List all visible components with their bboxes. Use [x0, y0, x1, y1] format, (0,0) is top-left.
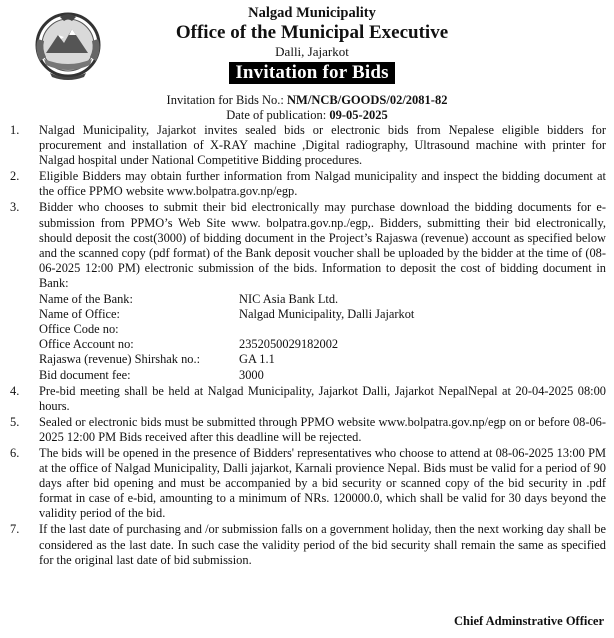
bid-clauses	[10, 123, 606, 569]
office-name: Office of the Municipal Executive	[175, 22, 449, 43]
signatory-title: Chief Adminstrative Officer	[454, 614, 604, 628]
bank-row: Name of the Bank: NIC Asia Bank Ltd.	[39, 292, 339, 307]
bank-row: Bid document fee: 3000	[39, 367, 264, 382]
clause-7: 7. If the last date of purchasing and /or submission falls on a government holiday, then the next working day shall be considered as the last date. In such case the validity period of the bid security shall remain the same as specified for the original last date of bid submission.	[10, 522, 606, 567]
notice-meta	[0, 93, 614, 123]
bank-row: Rajaswa (revenue) Shirshak no.: GA 1.1	[39, 352, 275, 367]
municipality-name: Nalgad Municipality	[248, 5, 376, 21]
ifb-number-line: Invitation for Bids No.: NM/NCB/GOODS/02/2081-82	[166, 93, 448, 107]
bank-row: Office Code no:	[39, 322, 119, 337]
bank-row: Name of Office: Nalgad Municipality, Dalli Jajarkot	[39, 307, 415, 322]
clause-3: 3. Bidder who chooses to submit their bid electronically may purchase download the bidding documents for e-submission from PPMO’s Web Site www. bolpatra.gov.np./egp,. Bidders, submitting their bid electronically, should deposit the cost(3000) of bidding document in the Project’s Rajaswa (revenue) account as specified below and the scanned copy (pdf format) of the Bank deposit voucher shall be uploaded by the bidder at the time of (08-06-2025 12:00 PM) electronic submission of the bids. Information to deposit the cost of bidding document in Bank: Name of the Bank: NIC Asia Bank Ltd. Name of Office: Nalgad Municipality, Dalli Jajarkot Office Code no: Office Account no: 2352050029182002 Rajaswa (revenue) Shirshak no.: GA 1.1 Bid document fee: 3000	[10, 200, 606, 382]
bank-details	[39, 292, 606, 383]
ifb-number: NM/NCB/GOODS/02/2081-82	[287, 93, 448, 107]
clause-2: 2. Eligible Bidders may obtain further information from Nalgad municipality and inspect the bidding document at the office PPMO website www.bolpatra.gov.np/egp.	[10, 169, 606, 199]
notice-title-banner: Invitation for Bids	[229, 62, 394, 84]
office-location: Dalli, Jajarkot	[275, 44, 349, 59]
publication-date: 09-05-2025	[329, 108, 388, 122]
letterhead	[0, 4, 614, 84]
clause-1: 1. Nalgad Municipality, Jajarkot invites sealed bids or electronic bids from Nepalese eligible bidders for procurement and installation of X-RAY machine ,Digital radiography, Ultrasound machine with printer for Nalgad hospital under National Competitive Bidding procedures.	[10, 123, 606, 168]
clause-4: 4. Pre-bid meeting shall be held at Nalgad Municipality, Jajarkot Dalli, Jajarkot NepalNepal at 20-04-2025 08:00 hours.	[10, 383, 606, 413]
clause-5: 5. Sealed or electronic bids must be submitted through PPMO website www.bolpatra.gov.np/egp on or before 08-06-2025 12:00 PM Bids received after this deadline will be rejected.	[10, 414, 606, 444]
publication-date-line: Date of publication: 09-05-2025	[226, 108, 388, 122]
clause-6: 6. The bids will be opened in the presence of Bidders' representatives who choose to attend at 08-06-2025 13:00 PM at the office of Nalgad Municipality, Dalli jajarkot, Karnali provience Nepal. Bids must be valid for a period of 90 days after bid opening and must be accompanied by a bid security or scanned copy of the bid security in .pdf format in case of e-bid, amounting to a minimum of NRs. 120000.0, which shall be valid for 30 days beyond the validity period of the bid.	[10, 445, 606, 521]
bank-row: Office Account no: 2352050029182002	[39, 337, 339, 352]
